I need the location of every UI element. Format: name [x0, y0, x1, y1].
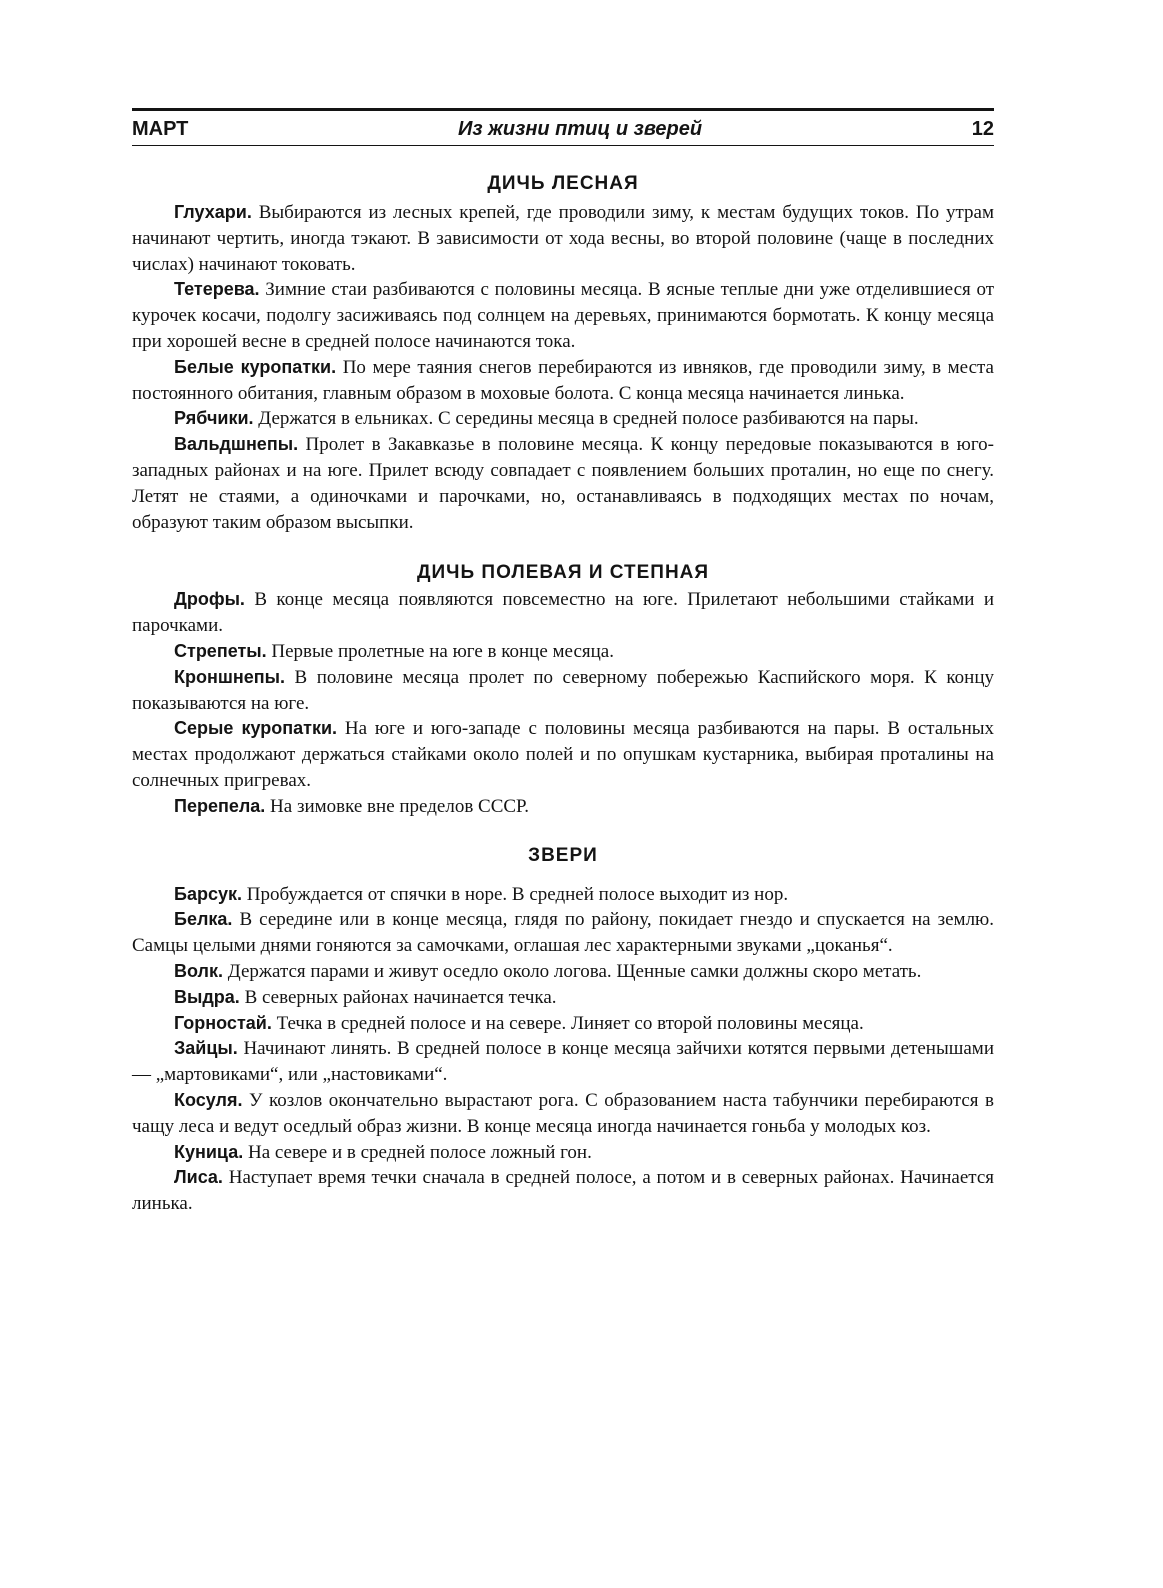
section-title-field-game: ДИЧЬ ПОЛЕВАЯ И СТЕПНАЯ	[416, 562, 710, 584]
entry-term: Стрепеты.	[174, 640, 267, 661]
entry-term: Белка.	[174, 909, 233, 930]
entry-term: Белые куропатки.	[174, 356, 337, 377]
entry-marten	[132, 1140, 994, 1166]
entry-text: Зимние стаи разбиваются с половины месяца. В ясные теплые дни уже отделившиеся от курочек косачи, подолгу засиживаясь под солнцем на деревьях, принимаются бормотать. К концу месяца при хорошей весне в средней полосе начинаются тока.	[132, 279, 994, 352]
entry-term: Выдра.	[174, 986, 240, 1007]
entry-woodcock	[132, 432, 994, 535]
running-head-month: МАРТ	[132, 118, 189, 140]
page-number: 12	[971, 118, 994, 140]
entry-text: Держатся в ельниках. С середины месяца в средней полосе разбиваются на пары.	[253, 408, 919, 430]
entry-text: Пробуждается от спячки в норе. В средней полосе выходит из нор.	[241, 883, 789, 905]
entry-wolf	[132, 959, 994, 985]
entry-text: На зимовке вне пределов СССР.	[265, 795, 529, 817]
entry-term: Рябчики.	[174, 408, 254, 429]
entry-text: У козлов окончательно вырастают рога. С образованием наста табунчики перебираются в чащу леса и ведут оседлый образ жизни. В конце месяца иногда начинается гоньба у молодых коз.	[132, 1089, 994, 1137]
entry-term: Кроншнепы.	[174, 666, 285, 687]
entry-hazel-grouse	[132, 406, 994, 432]
entry-curlew	[132, 665, 994, 717]
entry-black-grouse	[132, 277, 994, 354]
entry-text: Пролет в Закавказье в половине месяца. К концу передовые показываются в юго-западных районах и на юге. Прилет всюду совпадает с появлением больших проталин, но еще по снегу. Летят не стаями, а одиночками и парочками, но, останавливаясь в подходящих местах по ночам, образуют таким образом высыпки.	[132, 434, 994, 533]
entry-little-bustard	[132, 639, 994, 665]
entry-term: Глухари.	[174, 202, 252, 222]
entry-ermine	[132, 1011, 994, 1037]
running-head-title: Из жизни птиц и зверей	[458, 118, 703, 140]
section-title-animals: ЗВЕРИ	[528, 844, 598, 866]
entry-text: Наступает время течки сначала в средней полосе, а потом и в северных районах. Начинается линька.	[132, 1167, 994, 1215]
entry-text: Течка в средней полосе и на севере. Линяет со второй половины месяца.	[271, 1012, 864, 1034]
entry-otter	[132, 985, 994, 1011]
book-page	[132, 108, 994, 1217]
entry-text: В конце месяца появляются повсеместно на юге. Прилетают небольшими стайками и парочками.	[132, 589, 994, 637]
entry-text: На юге и юго-западе с половины месяца разбиваются на пары. В остальных местах продолжают держаться стайками около полей и по опушкам кустарника, выбирая проталины на солнечных пригревах.	[132, 718, 995, 791]
entry-term: Перепела.	[174, 795, 266, 816]
entry-text: Начинают линять. В средней полосе в конце месяца зайчихи котятся первыми детенышами — „мартовиками“, или „настовиками“.	[132, 1038, 994, 1086]
entry-term: Барсук.	[174, 883, 242, 904]
running-head	[132, 117, 994, 141]
entry-term: Куница.	[174, 1141, 244, 1162]
header-rule	[132, 145, 994, 146]
entry-term: Тетерева.	[174, 279, 260, 300]
entry-bustard	[132, 587, 994, 639]
entry-willow-ptarmigan	[132, 355, 994, 407]
entry-term: Вальдшнепы.	[174, 434, 299, 455]
top-rule	[132, 108, 994, 111]
entry-term: Горностай.	[174, 1012, 272, 1033]
entry-text: На севере и в средней полосе ложный гон.	[243, 1141, 592, 1163]
section-title-forest-game: ДИЧЬ ЛЕСНАЯ	[487, 173, 639, 194]
entry-text: В половине месяца пролет по северному побережью Каспийского моря. К концу показываются на юге.	[132, 666, 994, 714]
entry-text: Первые пролетные на юге в конце месяца.	[266, 640, 614, 662]
entry-text: В середине или в конце месяца, глядя по району, покидает гнездо и спускается на землю. Самцы целыми днями гоняются за самочками, оглашая лес характерными звуками „цоканья“.	[132, 909, 994, 957]
entry-term: Зайцы.	[174, 1038, 238, 1059]
entry-term: Косуля.	[174, 1089, 243, 1110]
entry-capercaillie	[132, 200, 994, 277]
entry-term: Серые куропатки.	[174, 718, 338, 739]
entry-roe-deer	[132, 1088, 994, 1140]
entry-squirrel	[132, 907, 994, 959]
entry-quail	[132, 794, 994, 820]
entry-hares	[132, 1036, 994, 1088]
entry-text: Держатся парами и живут оседло около логова. Щенные самки должны скоро метать.	[223, 960, 922, 982]
entry-fox	[132, 1165, 994, 1217]
entry-text: По мере таяния снегов перебираются из ивняков, где проводили зиму, в места постоянного обитания, главным образом в моховые болота. С конца месяца начинается линька.	[132, 356, 994, 404]
entry-text: Выбираются из лесных крепей, где проводили зиму, к местам будущих токов. По утрам начинают чертить, иногда тэкают. В зависимости от хода весны, во второй половине (чаще в последних числах) начинают токовать.	[132, 202, 994, 275]
entry-term: Волк.	[174, 960, 223, 981]
entry-text: В северных районах начинается течка.	[239, 986, 557, 1008]
entry-grey-partridge	[132, 716, 994, 793]
entry-badger	[132, 882, 994, 908]
entry-term: Лиса.	[174, 1167, 223, 1188]
entry-term: Дрофы.	[174, 589, 245, 610]
